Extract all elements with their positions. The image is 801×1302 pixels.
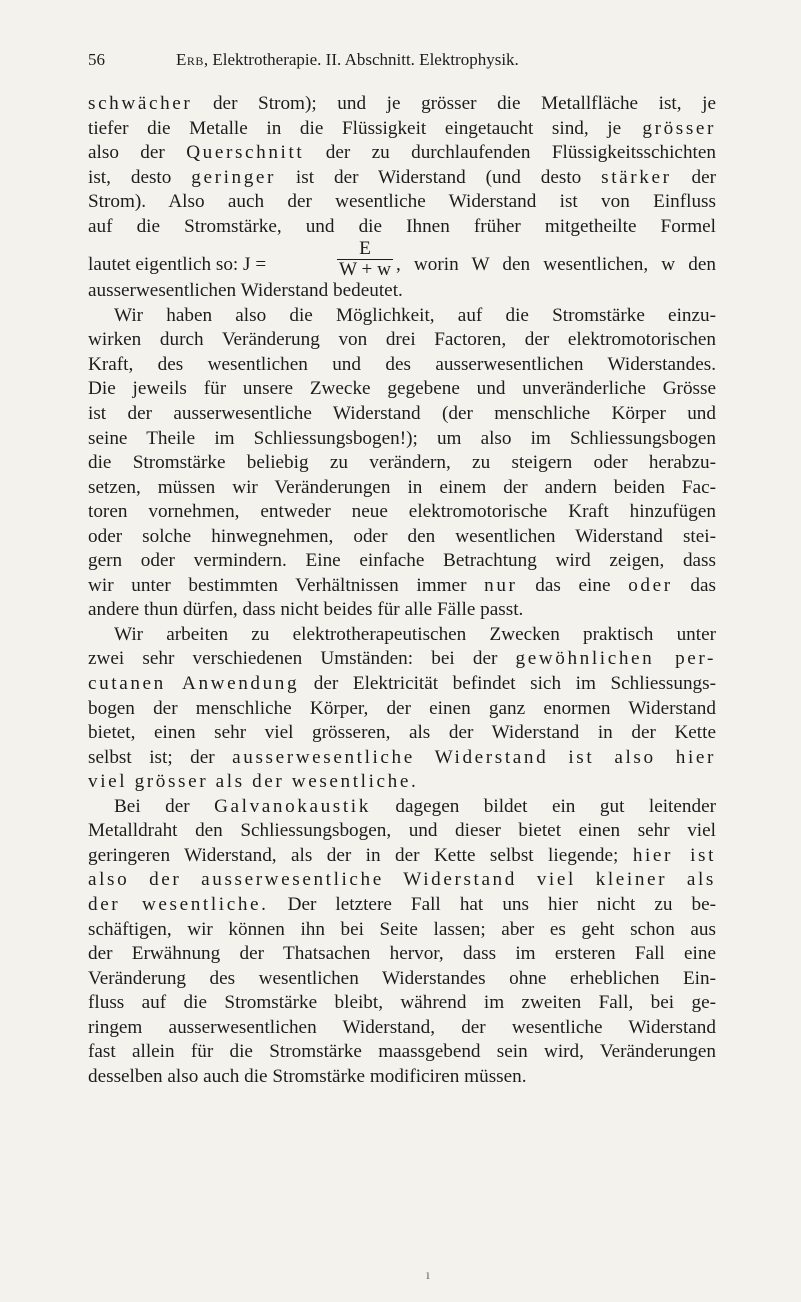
line-text: ist der Widerstand (und desto bbox=[276, 166, 602, 188]
formula-trail: , worin W den wesentlichen, w den bbox=[396, 254, 716, 276]
text-line: bogen der menschliche Körper, der einen ganz enormen Widerstand bbox=[88, 697, 716, 719]
spaced-text: geringer bbox=[191, 166, 277, 188]
line-text: der Strom); und je grösser die Metallfläche ist, je bbox=[192, 93, 716, 114]
text-line bbox=[88, 92, 716, 117]
text-line bbox=[88, 574, 716, 599]
text-line: die Stromstärke beliebig zu verändern, zu steigern oder herabzu- bbox=[88, 452, 716, 474]
text-line: Wir haben also die Möglichkeit, auf die Stromstärke einzu- bbox=[114, 304, 716, 326]
line-text: dagegen bildet ein gut leitender bbox=[370, 795, 716, 817]
text-line bbox=[88, 647, 716, 672]
spaced-text: der wesentliche. bbox=[88, 893, 269, 915]
text-line: fluss auf die Stromstärke bleibt, während im zweiten Fall, bei ge- bbox=[88, 992, 716, 1014]
line-text: selbst ist; der bbox=[88, 746, 233, 768]
body-text bbox=[88, 92, 716, 1089]
line-text: der zu durchlaufenden Flüssigkeitsschichten bbox=[304, 142, 716, 164]
line-text: der Elektricität befindet sich im Schliessungs- bbox=[299, 673, 716, 695]
author-name: Erb bbox=[176, 50, 204, 69]
spaced-text: also der ausserwesentliche Widerstand viel kleiner als bbox=[88, 869, 716, 891]
text-line: der Erwähnung der Thatsachen hervor, dass im ersteren Fall eine bbox=[88, 943, 716, 965]
page-number: 56 bbox=[88, 50, 105, 69]
text-line: oder solche hinwegnehmen, oder den wesentlichen Widerstand stei- bbox=[88, 525, 716, 547]
text-line bbox=[88, 844, 716, 869]
text-line bbox=[88, 141, 716, 166]
spaced-text: Querschnitt bbox=[186, 142, 305, 164]
line-text: das eine bbox=[517, 574, 629, 596]
text-line: Die jeweils für unsere Zwecke gegebene und unveränderliche Grösse bbox=[88, 378, 716, 400]
text-line: Veränderung des wesentlichen Widerstandes ohne erheblichen Ein- bbox=[88, 967, 716, 989]
text-line bbox=[88, 746, 716, 771]
line-text: also der bbox=[88, 142, 187, 164]
line-text: geringeren Widerstand, als der in der Kette selbst liegende; bbox=[88, 844, 633, 866]
spaced-text: schwächer bbox=[88, 93, 193, 114]
formula-lead: lautet eigentlich so: J = bbox=[88, 254, 267, 276]
spaced-text: Galvanokaustik bbox=[214, 795, 371, 817]
formula-fraction bbox=[337, 239, 393, 279]
text-line bbox=[88, 672, 716, 697]
text-line: ringem ausserwesentlichen Widerstand, der wesentliche Widerstand bbox=[88, 1016, 716, 1038]
text-line: ist der ausserwesentliche Widerstand (der menschliche Körper und bbox=[88, 403, 716, 425]
spaced-text: ausserwesentliche Widerstand ist also hier bbox=[232, 746, 716, 768]
stray-mark: ı bbox=[426, 1268, 430, 1283]
text-line: Metalldraht den Schliessungsbogen, und dieser bietet einen sehr viel bbox=[88, 820, 716, 842]
text-line: Kraft, des wesentlichen und des ausserwesentlichen Widerstandes. bbox=[88, 353, 716, 375]
formula-line bbox=[88, 239, 716, 279]
line-text: der bbox=[671, 166, 716, 188]
text-line: Wir arbeiten zu elektrotherapeutischen Zwecken praktisch unter bbox=[114, 623, 716, 645]
spaced-text: grösser bbox=[621, 117, 717, 139]
line-text: das bbox=[672, 574, 716, 596]
text-line: desselben also auch die Stromstärke modificiren müssen. bbox=[88, 1065, 527, 1087]
line-text: zwei sehr verschiedenen Umständen: bei der bbox=[88, 648, 516, 670]
text-line: andere thun dürfen, dass nicht beides für alle Fälle passt. bbox=[88, 599, 524, 621]
text-line: fast allein für die Stromstärke maassgebend sein wird, Veränderungen bbox=[88, 1041, 716, 1063]
spaced-text: cutanen Anwendung bbox=[88, 673, 300, 695]
spaced-text: viel grösser als der wesentliche. bbox=[88, 771, 419, 793]
text-line: bietet, einen sehr viel grösseren, als der Widerstand in der Kette bbox=[88, 722, 716, 744]
spaced-text: nur bbox=[484, 574, 518, 596]
line-text: Bei der bbox=[114, 795, 215, 817]
text-line: schäftigen, wir können ihn bei Seite lassen; aber es geht schon aus bbox=[88, 918, 716, 940]
formula-denominator: W + w bbox=[338, 259, 392, 281]
text-line bbox=[88, 166, 716, 191]
spaced-text: hier ist bbox=[632, 844, 716, 866]
line-text: wir unter bestimmten Verhältnissen immer bbox=[88, 574, 485, 596]
text-line: Strom). Also auch der wesentliche Widerstand ist von Einfluss bbox=[88, 191, 716, 213]
text-line: ausserwesentlichen Widerstand bedeutet. bbox=[88, 280, 403, 302]
spaced-text: stärker bbox=[601, 166, 672, 188]
formula-numerator: E bbox=[337, 239, 393, 260]
text-line: gern oder vermindern. Eine einfache Betrachtung wird zeigen, dass bbox=[88, 550, 716, 572]
spaced-text: gewöhnlichen per- bbox=[515, 648, 716, 670]
text-line: seine Theile im Schliessungsbogen!); um also im Schliessungsbogen bbox=[88, 427, 716, 449]
text-line: auf die Stromstärke, und die Ihnen früher mitgetheilte Formel bbox=[88, 215, 716, 237]
text-line: toren vornehmen, entweder neue elektromotorische Kraft hinzufügen bbox=[88, 501, 716, 523]
text-line bbox=[88, 795, 716, 820]
text-line: wirken durch Veränderung von drei Factoren, der elektromotorischen bbox=[88, 329, 716, 351]
text-line bbox=[88, 893, 716, 918]
running-header bbox=[88, 50, 716, 76]
spaced-text: oder bbox=[628, 574, 673, 596]
running-title-text: , Elektrotherapie. II. Abschnitt. Elektrophysik. bbox=[203, 50, 519, 69]
text-line bbox=[88, 868, 716, 893]
running-title bbox=[176, 50, 519, 70]
text-line bbox=[88, 117, 716, 142]
line-text: tiefer die Metalle in die Flüssigkeit eingetaucht sind, je bbox=[88, 117, 622, 139]
line-text: ist, desto bbox=[88, 166, 192, 188]
line-text: Der letztere Fall hat uns hier nicht zu be- bbox=[268, 893, 716, 915]
text-line bbox=[88, 770, 716, 795]
text-line: setzen, müssen wir Veränderungen in einem der andern beiden Fac- bbox=[88, 476, 716, 498]
